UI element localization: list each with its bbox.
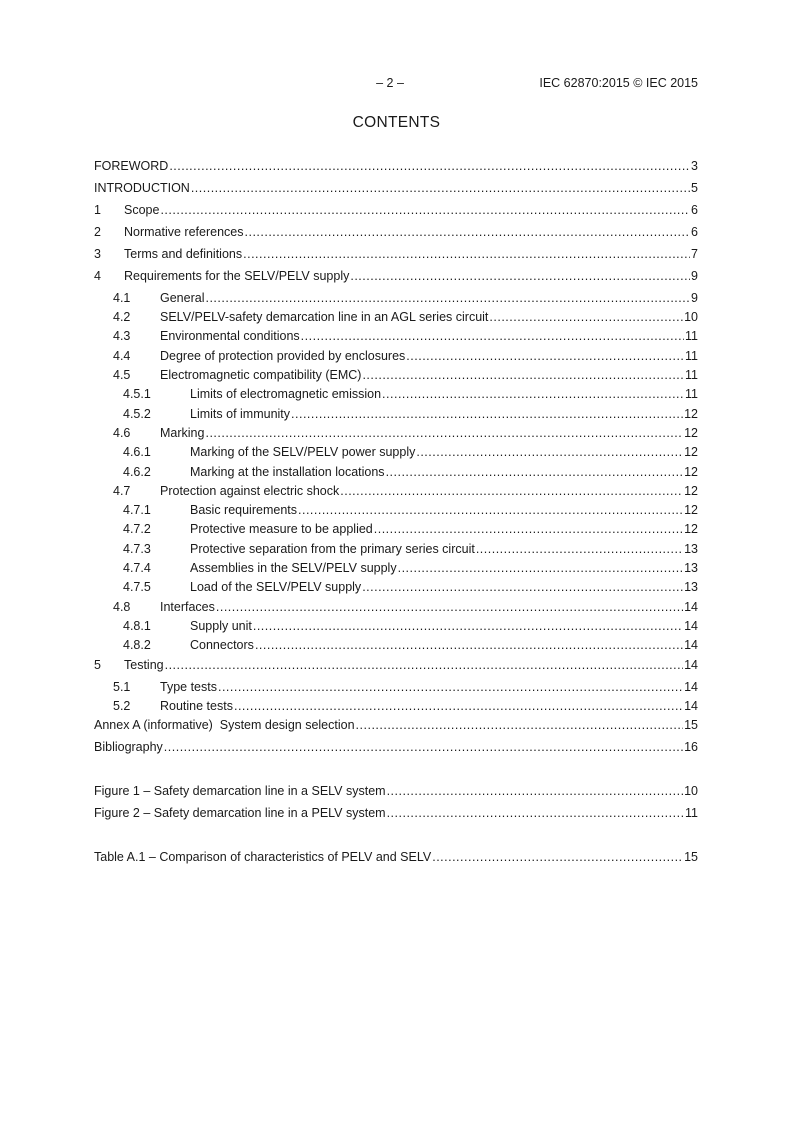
toc-entry-page: 10 bbox=[684, 310, 698, 324]
toc-entry-page: 14 bbox=[684, 600, 698, 614]
toc-entry-title: Type tests bbox=[160, 680, 217, 694]
toc-entry-number: 4.6 bbox=[113, 426, 131, 440]
toc-entry-number: 5.2 bbox=[113, 699, 131, 713]
toc-entry-page: 9 bbox=[691, 269, 698, 283]
toc-entry-number: 4.8.1 bbox=[123, 619, 151, 633]
toc-entry-scope[interactable] bbox=[94, 203, 698, 219]
toc-entry-4-6-2[interactable] bbox=[94, 465, 698, 481]
toc-entry-title: Environmental conditions bbox=[160, 329, 300, 343]
toc-entry-number: 5.1 bbox=[113, 680, 131, 694]
toc-entry-page: 7 bbox=[691, 247, 698, 261]
dot-leader bbox=[291, 407, 683, 421]
toc-entry-figure-2[interactable] bbox=[94, 806, 698, 822]
toc-entry-page: 15 bbox=[684, 718, 698, 732]
dot-leader bbox=[387, 784, 684, 798]
toc-entry-page: 14 bbox=[684, 699, 698, 713]
dot-leader bbox=[205, 426, 683, 440]
toc-entry-title: Interfaces bbox=[160, 600, 215, 614]
toc-entry-page: 13 bbox=[684, 580, 698, 594]
toc-entry-page: 16 bbox=[684, 740, 698, 754]
toc-entry-bibliography[interactable] bbox=[94, 740, 698, 756]
toc-entry-page: 14 bbox=[684, 619, 698, 633]
document-id: IEC 62870:2015 © IEC 2015 bbox=[539, 76, 698, 90]
toc-entry-title: Bibliography bbox=[94, 740, 163, 754]
toc-entry-title: General bbox=[160, 291, 205, 305]
toc-entry-page: 12 bbox=[684, 426, 698, 440]
toc-entry-4-7-3[interactable] bbox=[94, 542, 698, 558]
dot-leader bbox=[169, 159, 690, 173]
toc-entry-number: 4 bbox=[94, 269, 101, 283]
toc-entry-title: Electromagnetic compatibility (EMC) bbox=[160, 368, 362, 382]
toc-entry-page: 3 bbox=[691, 159, 698, 173]
toc-entry-4-3[interactable] bbox=[94, 329, 698, 345]
toc-entry-normative-references[interactable] bbox=[94, 225, 698, 241]
toc-entry-number: 4.7.2 bbox=[123, 522, 151, 536]
toc-entry-title: Annex A (informative) System design selection bbox=[94, 718, 355, 732]
toc-entry-number: 1 bbox=[94, 203, 101, 217]
toc-entry-figure-1[interactable] bbox=[94, 784, 698, 800]
toc-entry-title: Basic requirements bbox=[190, 503, 297, 517]
toc-entry-5-2[interactable] bbox=[94, 699, 698, 715]
toc-entry-foreword[interactable] bbox=[94, 159, 698, 175]
toc-entry-4-8-2[interactable] bbox=[94, 638, 698, 654]
toc-entry-introduction[interactable] bbox=[94, 181, 698, 197]
toc-entry-number: 4.7.3 bbox=[123, 542, 151, 556]
toc-entry-page: 9 bbox=[691, 291, 698, 305]
toc-entry-4-4[interactable] bbox=[94, 349, 698, 365]
toc-entry-page: 6 bbox=[691, 203, 698, 217]
dot-leader bbox=[216, 600, 683, 614]
dot-leader bbox=[253, 619, 683, 633]
toc-entry-number: 4.7.4 bbox=[123, 561, 151, 575]
dot-leader bbox=[164, 740, 683, 754]
toc-entry-title: Normative references bbox=[124, 225, 244, 239]
dot-leader bbox=[374, 522, 683, 536]
toc-entry-number: 4.8 bbox=[113, 600, 131, 614]
toc-entry-number: 4.5.1 bbox=[123, 387, 151, 401]
toc-entry-number: 4.3 bbox=[113, 329, 131, 343]
toc-entry-number: 4.8.2 bbox=[123, 638, 151, 652]
toc-entry-title: Protection against electric shock bbox=[160, 484, 340, 498]
toc-entry-title: Scope bbox=[124, 203, 160, 217]
toc-entry-page: 14 bbox=[684, 680, 698, 694]
toc-entry-number: 4.6.2 bbox=[123, 465, 151, 479]
toc-entry-page: 11 bbox=[685, 349, 698, 363]
toc-entry-number: 4.7 bbox=[113, 484, 131, 498]
toc-entry-title: Requirements for the SELV/PELV supply bbox=[124, 269, 350, 283]
toc-entry-title: Marking bbox=[160, 426, 205, 440]
toc-entry-4-2[interactable] bbox=[94, 310, 698, 326]
dot-leader bbox=[243, 247, 690, 261]
toc-entry-page: 12 bbox=[684, 407, 698, 421]
toc-entry-page: 13 bbox=[684, 542, 698, 556]
toc-entry-page: 11 bbox=[685, 329, 698, 343]
dot-leader bbox=[362, 368, 684, 382]
toc-entry-number: 4.6.1 bbox=[123, 445, 151, 459]
toc-entry-requirements[interactable] bbox=[94, 269, 698, 285]
toc-entry-4-7-2[interactable] bbox=[94, 522, 698, 538]
toc-entry-page: 14 bbox=[684, 658, 698, 672]
contents-title: CONTENTS bbox=[352, 114, 441, 131]
toc-entry-page: 14 bbox=[684, 638, 698, 652]
toc-entry-number: 4.2 bbox=[113, 310, 131, 324]
dot-leader bbox=[255, 638, 683, 652]
toc-entry-number: 4.5 bbox=[113, 368, 131, 382]
dot-leader bbox=[387, 806, 684, 820]
toc-entry-number: 4.7.5 bbox=[123, 580, 151, 594]
dot-leader bbox=[234, 699, 683, 713]
dot-leader bbox=[406, 349, 684, 363]
dot-leader bbox=[489, 310, 683, 324]
toc-entry-title: Marking of the SELV/PELV power supply bbox=[190, 445, 416, 459]
toc-entry-page: 12 bbox=[684, 484, 698, 498]
toc-entry-4-5-1[interactable] bbox=[94, 387, 698, 403]
toc-entry-4-6-1[interactable] bbox=[94, 445, 698, 461]
toc-entry-title: Assemblies in the SELV/PELV supply bbox=[190, 561, 397, 575]
toc-entry-page: 12 bbox=[684, 522, 698, 536]
page-number: – 2 – bbox=[376, 76, 404, 90]
dot-leader bbox=[218, 680, 683, 694]
toc-entry-5-1[interactable] bbox=[94, 680, 698, 696]
dot-leader bbox=[160, 203, 690, 217]
toc-entry-4-6[interactable] bbox=[94, 426, 698, 442]
dot-leader bbox=[386, 465, 684, 479]
toc-entry-4-1[interactable] bbox=[94, 291, 698, 307]
toc-entry-title: INTRODUCTION bbox=[94, 181, 190, 195]
toc-entry-title: SELV/PELV-safety demarcation line in an AGL series circuit bbox=[160, 310, 489, 324]
dot-leader bbox=[476, 542, 683, 556]
toc-entry-4-7-1[interactable] bbox=[94, 503, 698, 519]
toc-entry-title: FOREWORD bbox=[94, 159, 169, 173]
toc-entry-number: 5 bbox=[94, 658, 101, 672]
toc-entry-number: 2 bbox=[94, 225, 101, 239]
dot-leader bbox=[340, 484, 683, 498]
toc-entry-title: Routine tests bbox=[160, 699, 233, 713]
toc-entry-4-8[interactable] bbox=[94, 600, 698, 616]
toc-entry-4-7-5[interactable] bbox=[94, 580, 698, 596]
toc-entry-title: Load of the SELV/PELV supply bbox=[190, 580, 362, 594]
toc-entry-page: 5 bbox=[691, 181, 698, 195]
toc-entry-title: Figure 1 – Safety demarcation line in a SELV system bbox=[94, 784, 386, 798]
dot-leader bbox=[382, 387, 684, 401]
toc-entry-4-5-2[interactable] bbox=[94, 407, 698, 423]
toc-entry-title: Connectors bbox=[190, 638, 254, 652]
toc-entry-page: 13 bbox=[684, 561, 698, 575]
toc-entry-page: 11 bbox=[685, 368, 698, 382]
toc-entry-title: Degree of protection provided by enclosures bbox=[160, 349, 406, 363]
toc-entry-4-7-4[interactable] bbox=[94, 561, 698, 577]
dot-leader bbox=[350, 269, 690, 283]
toc-entry-number: 4.1 bbox=[113, 291, 131, 305]
toc-entry-page: 10 bbox=[684, 784, 698, 798]
toc-entry-testing[interactable] bbox=[94, 658, 698, 674]
dot-leader bbox=[356, 718, 684, 732]
dot-leader bbox=[398, 561, 684, 575]
toc-entry-page: 12 bbox=[684, 465, 698, 479]
toc-entry-page: 12 bbox=[684, 503, 698, 517]
toc-entry-title: Table A.1 – Comparison of characteristics of PELV and SELV bbox=[94, 850, 432, 864]
toc-entry-title: Marking at the installation locations bbox=[190, 465, 385, 479]
dot-leader bbox=[298, 503, 683, 517]
dot-leader bbox=[205, 291, 690, 305]
toc-entry-page: 15 bbox=[684, 850, 698, 864]
toc-entry-page: 11 bbox=[685, 387, 698, 401]
toc-entry-title: Terms and definitions bbox=[124, 247, 243, 261]
toc-entry-number: 4.4 bbox=[113, 349, 131, 363]
toc-entry-title: Supply unit bbox=[190, 619, 252, 633]
toc-entry-page: 12 bbox=[684, 445, 698, 459]
toc-entry-title: Limits of immunity bbox=[190, 407, 291, 421]
dot-leader bbox=[191, 181, 690, 195]
dot-leader bbox=[432, 850, 683, 864]
page-header bbox=[0, 76, 793, 92]
toc-entry-4-8-1[interactable] bbox=[94, 619, 698, 635]
toc-entry-number: 3 bbox=[94, 247, 101, 261]
toc-entry-table-a1[interactable] bbox=[94, 850, 698, 866]
toc-entry-number: 4.5.2 bbox=[123, 407, 151, 421]
toc-entry-page: 11 bbox=[685, 806, 698, 820]
toc-entry-title: Figure 2 – Safety demarcation line in a PELV system bbox=[94, 806, 386, 820]
toc-entry-title: Protective separation from the primary series circuit bbox=[190, 542, 475, 556]
toc-entry-title: Limits of electromagnetic emission bbox=[190, 387, 382, 401]
toc-entry-number: 4.7.1 bbox=[123, 503, 151, 517]
dot-leader bbox=[165, 658, 683, 672]
toc-entry-annex-a[interactable] bbox=[94, 718, 698, 734]
toc-entry-page: 6 bbox=[691, 225, 698, 239]
dot-leader bbox=[416, 445, 683, 459]
toc-entry-4-7[interactable] bbox=[94, 484, 698, 500]
toc-entry-title: Protective measure to be applied bbox=[190, 522, 373, 536]
toc-entry-title: Testing bbox=[124, 658, 164, 672]
toc-entry-terms-definitions[interactable] bbox=[94, 247, 698, 263]
dot-leader bbox=[301, 329, 684, 343]
dot-leader bbox=[245, 225, 691, 239]
dot-leader bbox=[362, 580, 683, 594]
toc-entry-4-5[interactable] bbox=[94, 368, 698, 384]
